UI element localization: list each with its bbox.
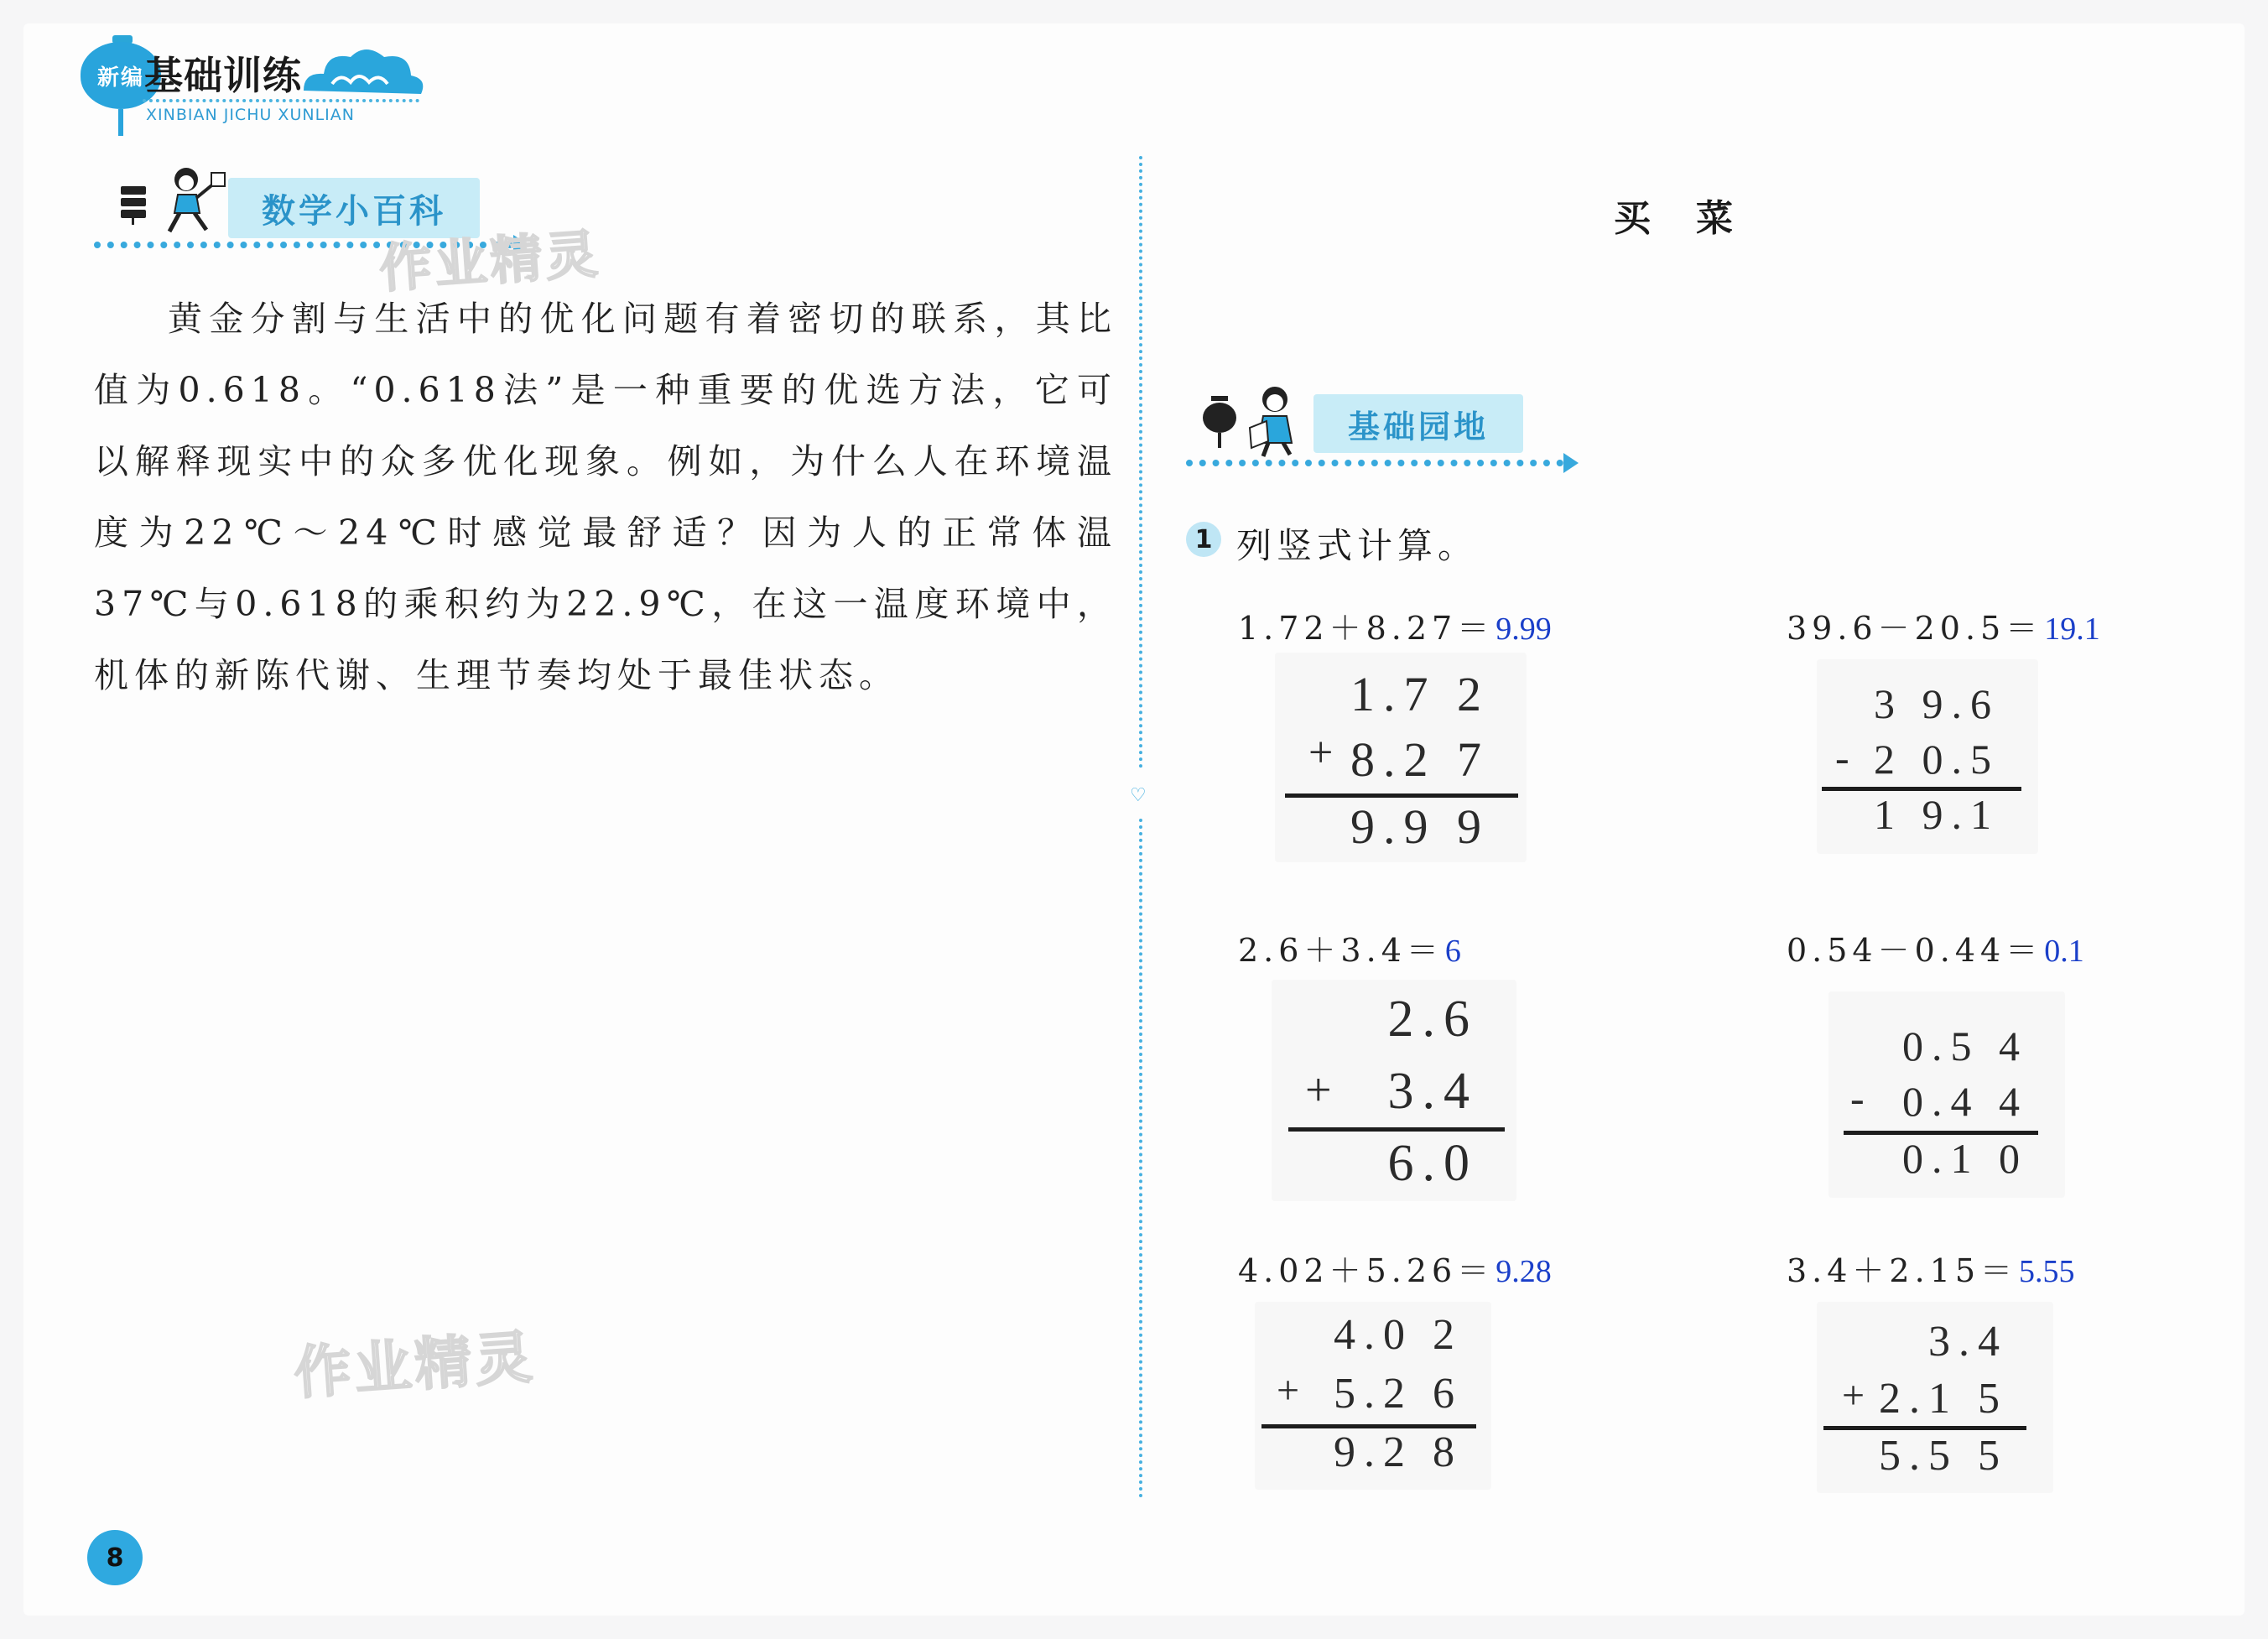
vertical-calculation [1255, 1302, 1491, 1490]
problem-equation: 4.02＋5.26＝ [1238, 1252, 1495, 1289]
calc-result: 1 9.1 [1874, 791, 2000, 838]
vertical-calculation [1275, 653, 1527, 862]
problem-equation: 1.72＋8.27＝ [1238, 610, 1495, 647]
series-pinyin: XINBIAN JICHU XUNLIAN [146, 106, 355, 124]
section-label: 数学小百科 [228, 178, 480, 238]
calc-result-line [1288, 1127, 1505, 1132]
encyclopedia-paragraph: 黄金分割与生活中的优化问题有着密切的联系，其比值为0.618。“0.618法”是一种重要的优选方法，它可以解释现实中的众多优化现象。例如，为什么人在环境温度为22℃～24℃时感觉最舒适？因为人的正常体温37℃与0.618的乘积约为22.9℃，在这一温度环境中，机体的新陈代谢、生理节奏均处于最佳状态。 [94, 299, 1117, 695]
running-kid-icon [154, 164, 230, 240]
calc-result: 0.1 0 [1902, 1135, 2028, 1182]
cloud-icon [295, 40, 429, 107]
series-title: 基础训练 [144, 53, 302, 98]
problem-answer: 0.1 [2044, 934, 2084, 969]
column-divider-top [1139, 156, 1142, 768]
calc-operator: + [1305, 1064, 1332, 1116]
book-icon [117, 183, 151, 225]
calc-top-number: 3.4 [1928, 1318, 2008, 1366]
lesson-title: 买菜 [1614, 197, 1778, 240]
problem-answer: 19.1 [2044, 611, 2100, 647]
heart-icon: ♡ [1130, 785, 1147, 806]
calc-bottom-number: 8.2 7 [1350, 732, 1490, 787]
calc-bottom-number: 0.4 4 [1902, 1078, 2028, 1125]
series-logo [75, 35, 428, 136]
calc-top-number: 4.0 2 [1334, 1311, 1463, 1359]
question-number-badge: 1 [1186, 522, 1221, 557]
problem-expression [1238, 602, 1552, 648]
lantern-stick [118, 109, 123, 136]
vertical-calculation [1828, 991, 2065, 1198]
problem-answer: 5.55 [2019, 1254, 2075, 1289]
problem-expression [1787, 602, 2100, 648]
reading-kid-icon [1238, 382, 1319, 458]
problem-expression [1787, 1245, 2075, 1291]
calc-bottom-number: 2.1 5 [1879, 1375, 2008, 1423]
calc-result: 9.9 9 [1350, 799, 1490, 854]
question-instruction: 列竖式计算。 [1236, 525, 1479, 566]
watermark: 作业精灵 [292, 1324, 538, 1407]
calc-result-line [1823, 1426, 2026, 1430]
vertical-calculation [1272, 980, 1516, 1201]
column-divider-bottom [1139, 819, 1142, 1498]
problem-expression [1787, 924, 2084, 970]
banner-arrow-icon [1563, 453, 1579, 473]
problem-answer: 9.99 [1496, 611, 1552, 647]
page-number: 8 [87, 1530, 143, 1585]
vertical-calculation [1817, 659, 2038, 854]
vertical-calculation [1817, 1302, 2053, 1493]
logo-dotted-rule [143, 99, 419, 102]
calc-bottom-number: 2 0.5 [1874, 736, 2000, 783]
problem-equation: 39.6－20.5＝ [1787, 610, 2043, 647]
calc-result: 9.2 8 [1334, 1428, 1463, 1476]
calc-operator: + [1277, 1368, 1300, 1413]
calc-bottom-number: 5.2 6 [1334, 1370, 1463, 1418]
calc-bottom-number: 3.4 [1387, 1063, 1478, 1120]
problem-answer: 9.28 [1496, 1254, 1552, 1289]
problem-expression [1238, 1245, 1552, 1291]
problem-answer: 6 [1444, 934, 1461, 969]
watermark: 作业精灵 [377, 222, 603, 300]
calc-operator: + [1842, 1373, 1865, 1418]
calc-operator: - [1835, 734, 1849, 781]
banner-dotted-rule [1186, 460, 1563, 466]
lantern-small-icon [1201, 394, 1238, 450]
section-banner-basic-practice [1186, 382, 1589, 475]
problem-equation: 0.54－0.44＝ [1787, 932, 2043, 969]
calc-result-line [1285, 793, 1518, 798]
lantern-icon: 新编 [81, 42, 161, 109]
calc-top-number: 0.5 4 [1902, 1022, 2028, 1069]
calc-operator: + [1308, 729, 1334, 777]
calc-top-number: 2.6 [1387, 991, 1478, 1048]
calc-top-number: 1.7 2 [1350, 667, 1490, 721]
calc-result: 5.5 5 [1879, 1432, 2008, 1480]
problem-equation: 2.6＋3.4＝ [1238, 932, 1444, 969]
calc-result: 6.0 [1387, 1135, 1478, 1192]
problem-expression [1238, 924, 1461, 970]
calc-operator: - [1850, 1074, 1865, 1121]
calc-top-number: 3 9.6 [1874, 680, 2000, 727]
section-label: 基础园地 [1313, 394, 1523, 453]
problem-equation: 3.4＋2.15＝ [1787, 1252, 2018, 1289]
